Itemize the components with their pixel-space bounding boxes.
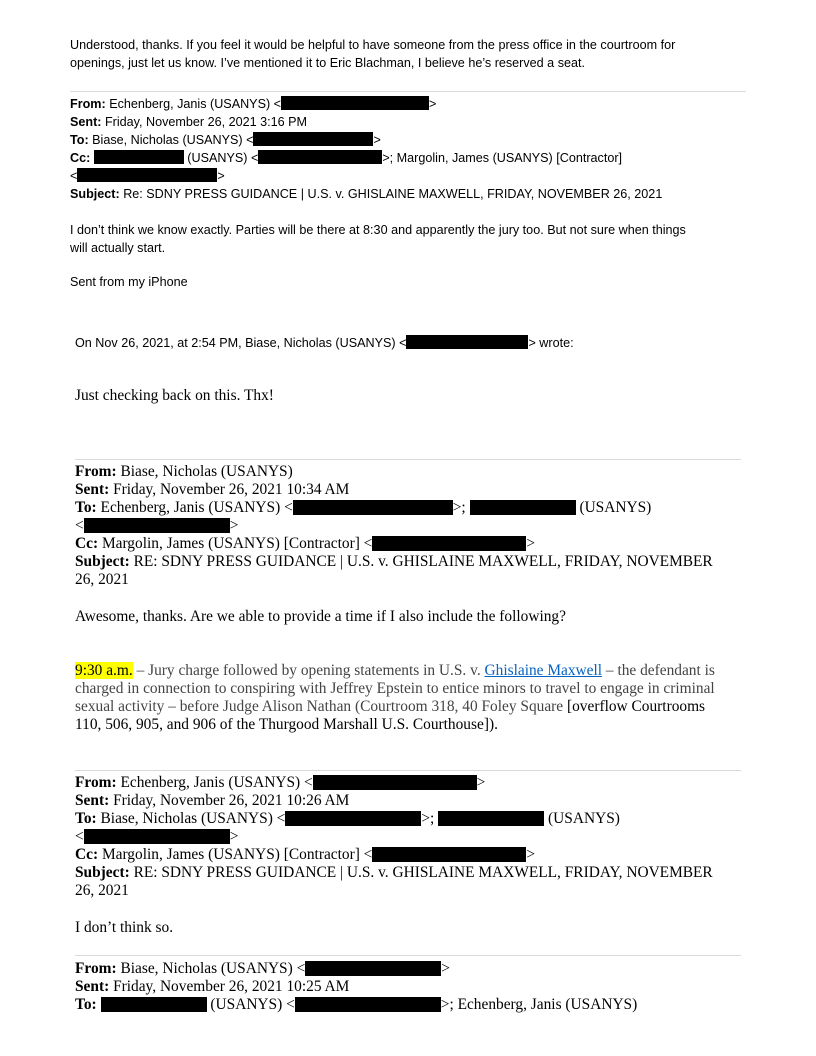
to-value: (USANYS) bbox=[579, 499, 652, 516]
to-label: To: bbox=[70, 133, 89, 147]
subject-line-cont: 26, 2021 bbox=[75, 882, 129, 899]
angle-bracket: > bbox=[476, 774, 486, 791]
paragraph-text: sexual activity – before Judge Alison Nathan (Courtroom 318, 40 Foley Square bbox=[75, 698, 567, 715]
angle-bracket: >; bbox=[421, 810, 435, 827]
to-value: (USANYS) < bbox=[210, 996, 295, 1013]
angle-bracket: > bbox=[526, 846, 536, 863]
quote-body: Just checking back on this. Thx! bbox=[75, 387, 274, 404]
cc-line bbox=[75, 535, 713, 553]
redaction-bar bbox=[84, 518, 230, 533]
paragraph-line bbox=[75, 662, 715, 680]
redaction-bar bbox=[305, 961, 441, 976]
cc-value: (USANYS) < bbox=[187, 151, 259, 165]
from-line bbox=[75, 774, 713, 792]
angle-bracket: > bbox=[217, 169, 225, 183]
redaction-bar bbox=[438, 811, 544, 826]
subject-value: RE: SDNY PRESS GUIDANCE | U.S. v. GHISLAINE MAXWELL, FRIDAY, NOVEMBER bbox=[133, 864, 713, 881]
redaction-bar bbox=[258, 150, 382, 164]
reply-top-body bbox=[70, 36, 675, 72]
header-divider bbox=[75, 770, 741, 771]
to-value: Biase, Nicholas (USANYS) < bbox=[100, 810, 286, 827]
from-value: Biase, Nicholas (USANYS) bbox=[120, 463, 293, 480]
subject-label: Subject: bbox=[75, 864, 130, 881]
redaction-bar bbox=[293, 500, 453, 515]
sent-line bbox=[70, 113, 662, 131]
header-divider bbox=[75, 955, 741, 956]
from-line bbox=[75, 960, 637, 978]
to-label: To: bbox=[75, 996, 97, 1013]
redaction-bar bbox=[372, 847, 526, 862]
to-value: (USANYS) bbox=[548, 810, 620, 827]
quote-header bbox=[75, 334, 574, 352]
from-label: From: bbox=[75, 774, 117, 791]
cc-value: Margolin, James (USANYS) [Contractor] < bbox=[101, 535, 373, 552]
sent-value: Friday, November 26, 2021 10:25 AM bbox=[113, 978, 350, 995]
header-divider bbox=[70, 91, 746, 92]
from-line bbox=[75, 463, 713, 481]
sent-label: Sent: bbox=[75, 978, 110, 995]
paragraph-text: [overflow Courtrooms bbox=[566, 698, 706, 715]
angle-bracket: < bbox=[70, 169, 78, 183]
email-header-3 bbox=[75, 774, 713, 900]
cc-value: Margolin, James (USANYS) [Contractor] < bbox=[101, 846, 373, 863]
subject-line bbox=[75, 553, 713, 571]
body-line: I don’t think we know exactly. Parties will be there at 8:30 and apparently the jury too. But not sure when things bbox=[70, 223, 686, 237]
redaction-bar bbox=[94, 150, 184, 164]
cc-line bbox=[70, 149, 662, 167]
sent-line bbox=[75, 481, 713, 499]
to-line bbox=[75, 499, 713, 517]
body-line: openings, just let us know. I’ve mentioned it to Eric Blachman, I believe he’s reserved a seat. bbox=[70, 56, 585, 70]
to-value: >; Echenberg, Janis (USANYS) bbox=[440, 996, 638, 1013]
redaction-bar bbox=[253, 132, 373, 146]
angle-bracket: > bbox=[429, 97, 437, 111]
redaction-bar bbox=[313, 775, 477, 790]
redaction-bar bbox=[101, 997, 207, 1012]
to-line bbox=[75, 996, 637, 1014]
email-body-3: I don’t think so. bbox=[75, 919, 174, 936]
cc-line bbox=[75, 846, 713, 864]
redaction-bar bbox=[281, 96, 429, 110]
to-label: To: bbox=[75, 499, 97, 516]
subject-value: RE: SDNY PRESS GUIDANCE | U.S. v. GHISLAINE MAXWELL, FRIDAY, NOVEMBER bbox=[133, 553, 713, 570]
sent-line bbox=[75, 792, 713, 810]
body-line: Understood, thanks. If you feel it would be helpful to have someone from the press office in the courtroom for bbox=[70, 38, 676, 52]
redaction-bar bbox=[295, 997, 441, 1012]
sent-line bbox=[75, 978, 637, 996]
from-label: From: bbox=[70, 97, 106, 111]
cc-label: Cc: bbox=[75, 535, 99, 552]
subject-label: Subject: bbox=[70, 187, 120, 201]
redaction-bar bbox=[285, 811, 421, 826]
paragraph-line: 110, 506, 905, and 906 of the Thurgood Marshall U.S. Courthouse]). bbox=[75, 716, 498, 733]
to-line bbox=[75, 810, 713, 828]
sent-label: Sent: bbox=[75, 792, 110, 809]
to-line-cont bbox=[75, 517, 713, 535]
from-line bbox=[70, 95, 662, 113]
email-body-1 bbox=[70, 221, 686, 257]
subject-line bbox=[70, 185, 662, 203]
sent-label: Sent: bbox=[70, 115, 102, 129]
from-value: Echenberg, Janis (USANYS) < bbox=[109, 97, 282, 111]
quote-header-text: > wrote: bbox=[528, 336, 574, 350]
from-label: From: bbox=[75, 463, 117, 480]
paragraph-text: – Jury charge followed by opening statements in U.S. v. bbox=[132, 662, 485, 679]
subject-line-cont: 26, 2021 bbox=[75, 571, 129, 588]
press-guidance-paragraph bbox=[75, 662, 715, 734]
paragraph-text: – the defendant is bbox=[602, 662, 715, 679]
cc-label: Cc: bbox=[75, 846, 99, 863]
angle-bracket: > bbox=[441, 960, 450, 977]
cc-line-cont bbox=[70, 167, 662, 185]
redaction-bar bbox=[406, 335, 528, 349]
body-line: will actually start. bbox=[70, 241, 166, 255]
to-value: Biase, Nicholas (USANYS) < bbox=[92, 133, 254, 147]
highlighted-time: 9:30 a.m. bbox=[75, 662, 133, 679]
to-line bbox=[70, 131, 662, 149]
redaction-bar bbox=[470, 500, 576, 515]
angle-bracket: < bbox=[75, 517, 84, 534]
sent-value: Friday, November 26, 2021 3:16 PM bbox=[104, 115, 308, 129]
subject-value: Re: SDNY PRESS GUIDANCE | U.S. v. GHISLAINE MAXWELL, FRIDAY, NOVEMBER 26, 2021 bbox=[123, 187, 663, 201]
cc-value: >; Margolin, James (USANYS) [Contractor] bbox=[382, 151, 623, 165]
to-label: To: bbox=[75, 810, 97, 827]
sent-label: Sent: bbox=[75, 481, 110, 498]
from-value: Biase, Nicholas (USANYS) < bbox=[120, 960, 306, 977]
defendant-link[interactable]: Ghislaine Maxwell bbox=[484, 662, 603, 679]
angle-bracket: > bbox=[526, 535, 536, 552]
from-value: Echenberg, Janis (USANYS) < bbox=[120, 774, 313, 791]
sent-value: Friday, November 26, 2021 10:34 AM bbox=[113, 481, 350, 498]
header-divider bbox=[75, 459, 741, 460]
email-header-2 bbox=[75, 463, 713, 589]
redaction-bar bbox=[84, 829, 230, 844]
angle-bracket: >; bbox=[452, 499, 466, 516]
cc-label: Cc: bbox=[70, 151, 91, 165]
to-value: Echenberg, Janis (USANYS) < bbox=[100, 499, 293, 516]
angle-bracket: > bbox=[373, 133, 381, 147]
sent-value: Friday, November 26, 2021 10:26 AM bbox=[113, 792, 350, 809]
signature: Sent from my iPhone bbox=[70, 275, 188, 289]
email-header-4 bbox=[75, 960, 637, 1014]
redaction-bar bbox=[372, 536, 526, 551]
paragraph-line: charged in connection to conspiring with Jeffrey Epstein to entice minors to travel to engage in criminal bbox=[75, 680, 715, 697]
to-line-cont bbox=[75, 828, 713, 846]
subject-label: Subject: bbox=[75, 553, 130, 570]
redaction-bar bbox=[77, 168, 217, 182]
paragraph-line bbox=[75, 698, 715, 716]
angle-bracket: > bbox=[229, 828, 239, 845]
from-label: From: bbox=[75, 960, 117, 977]
subject-line bbox=[75, 864, 713, 882]
quote-header-text: On Nov 26, 2021, at 2:54 PM, Biase, Nicholas (USANYS) < bbox=[75, 336, 407, 350]
email-body-2: Awesome, thanks. Are we able to provide a time if I also include the following? bbox=[75, 608, 566, 625]
angle-bracket: < bbox=[75, 828, 84, 845]
angle-bracket: > bbox=[229, 517, 239, 534]
email-header-1 bbox=[70, 95, 662, 203]
